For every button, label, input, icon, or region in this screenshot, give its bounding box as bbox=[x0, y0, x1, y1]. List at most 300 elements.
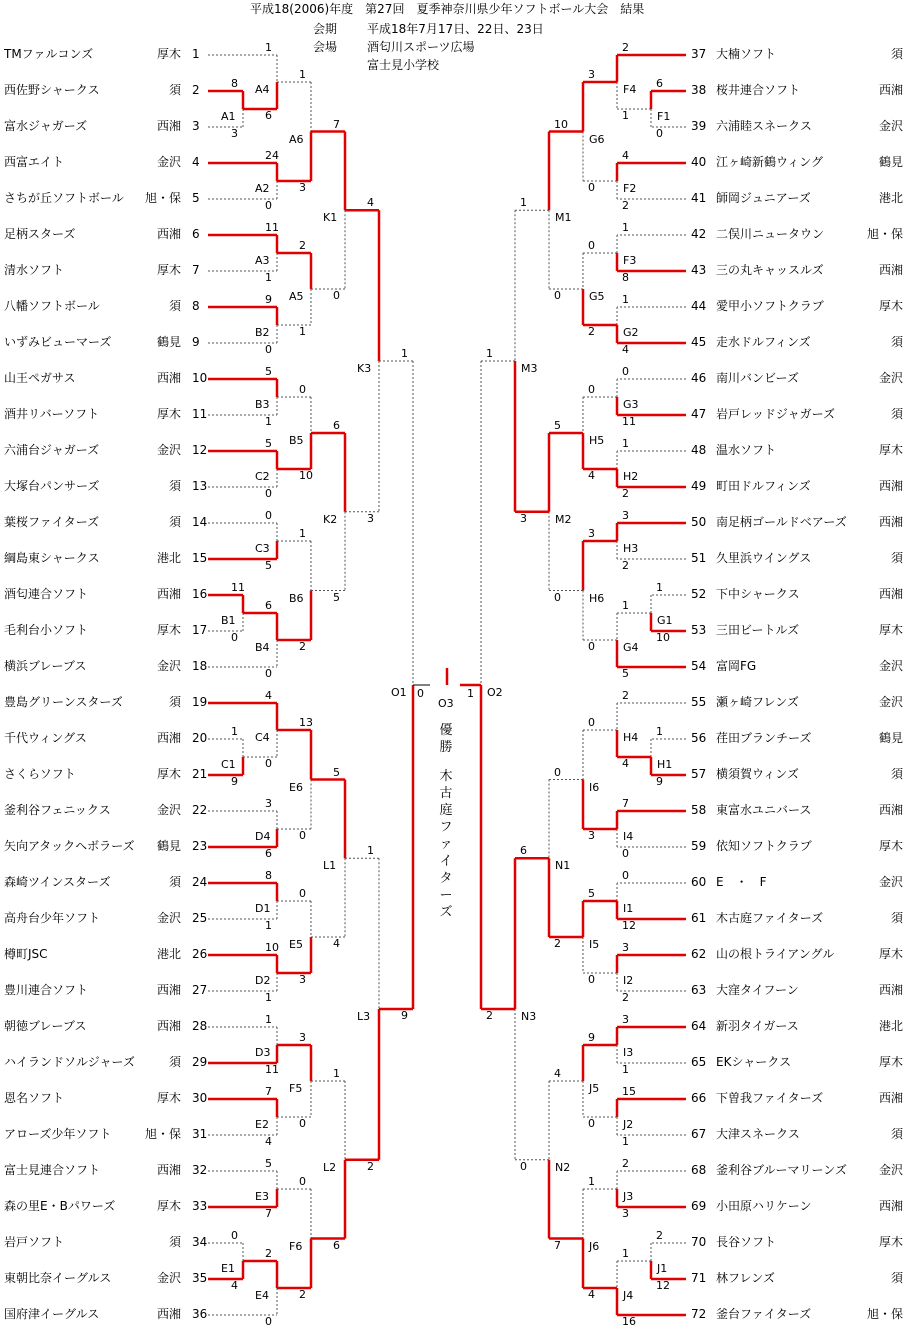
team-name: 林フレンズ bbox=[716, 1271, 775, 1285]
final-score-right: 1 bbox=[467, 687, 474, 700]
match-score: 1 bbox=[265, 1013, 272, 1026]
team-seed: 18 bbox=[192, 659, 208, 673]
team-area: 厚木 bbox=[878, 1235, 903, 1249]
team-seed: 51 bbox=[691, 551, 707, 565]
match-score: 6 bbox=[265, 109, 272, 122]
match-score: 7 bbox=[265, 1085, 272, 1098]
team-area: 厚木 bbox=[878, 623, 903, 637]
team-name: 東朝比奈イーグルス bbox=[4, 1271, 112, 1285]
match-score: 1 bbox=[299, 68, 306, 81]
team-area: 西湘 bbox=[156, 731, 181, 745]
team-seed: 48 bbox=[691, 443, 707, 457]
team-seed: 56 bbox=[691, 731, 707, 745]
team-name: 江ヶ崎新鶴ウィング bbox=[716, 155, 824, 169]
match-label: O2 bbox=[487, 686, 503, 699]
team-area: 厚木 bbox=[878, 947, 903, 961]
match-score: 2 bbox=[265, 1247, 272, 1260]
match-score: 0 bbox=[622, 847, 629, 860]
match-label: I6 bbox=[589, 780, 600, 794]
match-label: C2 bbox=[255, 470, 270, 483]
team-seed: 34 bbox=[192, 1235, 208, 1249]
team-area: 西湘 bbox=[878, 587, 903, 601]
match-score: 0 bbox=[333, 289, 340, 302]
team-name: 酒井リバーソフト bbox=[4, 407, 100, 421]
match-score: 3 bbox=[622, 1013, 629, 1026]
team-name: 足柄スターズ bbox=[4, 227, 76, 241]
team-name: 横浜ブレーブス bbox=[4, 659, 87, 673]
match-label: H5 bbox=[589, 434, 605, 447]
team-area: 須 bbox=[890, 911, 903, 925]
team-seed: 61 bbox=[691, 911, 707, 925]
match-score: 0 bbox=[299, 1175, 306, 1188]
match-label: A1 bbox=[221, 110, 236, 123]
match-label: M3 bbox=[521, 362, 538, 375]
match-score: 0 bbox=[231, 631, 238, 644]
team-name: 大津スネークス bbox=[716, 1127, 800, 1141]
match-score: 2 bbox=[367, 1159, 374, 1173]
team-area: 港北 bbox=[878, 1019, 903, 1033]
team-seed: 19 bbox=[192, 695, 208, 709]
match-score: 3 bbox=[622, 941, 629, 954]
team-seed: 22 bbox=[192, 803, 208, 817]
match-score: 0 bbox=[265, 509, 272, 522]
match-label: N3 bbox=[521, 1010, 537, 1023]
team-area: 金沢 bbox=[156, 911, 181, 925]
match-label: E4 bbox=[255, 1289, 269, 1302]
match-label: G3 bbox=[623, 398, 639, 411]
match-label: A4 bbox=[255, 83, 270, 96]
match-label: E3 bbox=[255, 1190, 269, 1203]
team-seed: 31 bbox=[192, 1127, 208, 1141]
match-score: 0 bbox=[265, 757, 272, 770]
match-score: 3 bbox=[588, 527, 595, 540]
match-score: 6 bbox=[265, 599, 272, 612]
team-seed: 27 bbox=[192, 983, 208, 997]
match-score: 4 bbox=[588, 469, 595, 482]
match-label: C4 bbox=[255, 731, 270, 744]
team-seed: 43 bbox=[691, 263, 707, 277]
team-area: 西湘 bbox=[156, 1019, 181, 1033]
match-score: 5 bbox=[554, 419, 561, 432]
period-value: 平成18年7月17日、22日、23日 bbox=[367, 22, 544, 36]
team-name: 千代ウィングス bbox=[4, 731, 87, 745]
match-score: 1 bbox=[622, 599, 629, 612]
match-score: 5 bbox=[622, 667, 629, 680]
team-name: 葉桜ファイターズ bbox=[4, 515, 100, 529]
team-area: 旭・保 bbox=[866, 1307, 903, 1321]
match-score: 2 bbox=[299, 640, 306, 653]
match-label: I2 bbox=[623, 974, 634, 987]
team-seed: 1 bbox=[192, 47, 200, 61]
match-score: 1 bbox=[622, 1135, 629, 1148]
team-name: 三田ビートルズ bbox=[716, 623, 800, 637]
team-name: 豊島グリーンスターズ bbox=[4, 695, 123, 709]
match-score: 1 bbox=[265, 415, 272, 428]
match-score: 9 bbox=[401, 1009, 408, 1022]
team-name: 山の根トライアングル bbox=[716, 947, 835, 961]
team-area: 鶴見 bbox=[156, 839, 181, 853]
team-area: 厚木 bbox=[156, 767, 181, 781]
team-seed: 15 bbox=[192, 551, 208, 565]
team-area: 金沢 bbox=[878, 119, 903, 133]
team-seed: 16 bbox=[192, 587, 208, 601]
match-score: 0 bbox=[299, 1117, 306, 1130]
team-name: 富士見連合ソフト bbox=[4, 1163, 101, 1177]
team-area: 西湘 bbox=[156, 1163, 181, 1177]
team-seed: 46 bbox=[691, 371, 707, 385]
match-score: 4 bbox=[333, 937, 340, 950]
team-name: 下曽我ファイターズ bbox=[716, 1091, 824, 1105]
venue-name-1: 酒匂川スポーツ広場 bbox=[367, 40, 475, 54]
match-label: G2 bbox=[623, 326, 639, 339]
match-label: G5 bbox=[589, 290, 605, 303]
match-label: K1 bbox=[323, 211, 338, 225]
match-score: 5 bbox=[265, 1157, 272, 1170]
match-label: A2 bbox=[255, 182, 270, 195]
team-seed: 45 bbox=[691, 335, 707, 349]
team-area: 西湘 bbox=[156, 227, 181, 241]
match-label: H3 bbox=[623, 542, 639, 555]
team-area: 西湘 bbox=[878, 515, 903, 529]
team-area: 厚木 bbox=[156, 623, 181, 637]
match-label: G1 bbox=[657, 614, 673, 627]
team-seed: 32 bbox=[192, 1163, 208, 1177]
match-label: J2 bbox=[623, 1118, 634, 1131]
match-score: 4 bbox=[588, 1288, 595, 1301]
match-score: 1 bbox=[622, 1063, 629, 1076]
team-seed: 10 bbox=[192, 371, 208, 385]
match-label: J3 bbox=[623, 1190, 634, 1203]
match-score: 10 bbox=[299, 469, 313, 482]
match-score: 6 bbox=[333, 1238, 340, 1252]
match-score: 4 bbox=[622, 757, 629, 770]
team-area: 厚木 bbox=[156, 47, 181, 61]
team-seed: 40 bbox=[691, 155, 707, 169]
match-score: 0 bbox=[299, 383, 306, 396]
team-name: 六浦睦スネークス bbox=[716, 119, 812, 133]
match-label: E6 bbox=[289, 780, 303, 794]
match-score: 4 bbox=[622, 343, 629, 356]
match-score: 0 bbox=[588, 1117, 595, 1130]
team-seed: 57 bbox=[691, 767, 707, 781]
team-area: 厚木 bbox=[878, 839, 903, 853]
match-score: 9 bbox=[588, 1031, 595, 1044]
team-seed: 37 bbox=[691, 47, 707, 61]
team-seed: 8 bbox=[192, 299, 200, 313]
team-seed: 44 bbox=[691, 299, 707, 313]
match-label: B3 bbox=[255, 398, 270, 411]
match-label: C1 bbox=[221, 758, 236, 771]
match-score: 0 bbox=[554, 289, 561, 302]
match-score: 1 bbox=[622, 1247, 629, 1260]
team-name: 荏田ブランチーズ bbox=[716, 731, 812, 745]
match-score: 0 bbox=[554, 765, 561, 779]
team-area: 須 bbox=[890, 407, 903, 421]
match-score: 0 bbox=[299, 829, 306, 842]
match-score: 3 bbox=[520, 511, 527, 525]
match-label: H4 bbox=[623, 731, 639, 744]
team-area: 厚木 bbox=[878, 299, 903, 313]
team-seed: 39 bbox=[691, 119, 707, 133]
match-score: 2 bbox=[622, 559, 629, 572]
team-name: さちが丘ソフトボール bbox=[4, 191, 124, 205]
match-label: B1 bbox=[221, 614, 236, 627]
team-area: 須 bbox=[890, 335, 903, 349]
match-label: N1 bbox=[555, 859, 571, 873]
match-score: 3 bbox=[622, 1207, 629, 1220]
match-score: 12 bbox=[622, 919, 636, 932]
match-label: J5 bbox=[589, 1082, 600, 1095]
period-label: 会期 bbox=[313, 22, 338, 36]
match-score: 6 bbox=[656, 77, 663, 90]
match-score: 13 bbox=[299, 716, 313, 729]
team-name: 依知ソフトクラブ bbox=[716, 839, 812, 853]
match-score: 1 bbox=[333, 1067, 340, 1080]
match-score: 16 bbox=[622, 1315, 636, 1328]
team-name: 大楠ソフト bbox=[716, 47, 777, 61]
match-score: 0 bbox=[588, 716, 595, 729]
match-score: 11 bbox=[265, 221, 279, 234]
match-label: C3 bbox=[255, 542, 270, 555]
team-name: 東富水ユニバース bbox=[716, 803, 812, 817]
match-score: 0 bbox=[299, 887, 306, 900]
match-label: J1 bbox=[657, 1262, 668, 1275]
team-area: 鶴見 bbox=[156, 335, 181, 349]
team-area: 須 bbox=[168, 479, 181, 493]
match-score: 1 bbox=[231, 725, 238, 738]
match-score: 4 bbox=[265, 689, 272, 702]
team-area: 西湘 bbox=[878, 1091, 903, 1105]
match-label: N2 bbox=[555, 1160, 571, 1174]
match-score: 7 bbox=[554, 1238, 561, 1252]
match-label: F6 bbox=[289, 1239, 303, 1253]
team-name: 町田ドルフィンズ bbox=[716, 479, 811, 493]
team-area: 須 bbox=[168, 695, 181, 709]
match-score: 2 bbox=[622, 487, 629, 500]
match-score: 4 bbox=[622, 149, 629, 162]
team-area: 金沢 bbox=[878, 371, 903, 385]
team-seed: 29 bbox=[192, 1055, 208, 1069]
match-score: 1 bbox=[622, 221, 629, 234]
team-name: 森崎ツインスターズ bbox=[4, 875, 111, 889]
match-label: L3 bbox=[357, 1010, 371, 1023]
team-name: 小田原ハリケーン bbox=[716, 1199, 812, 1213]
match-score: 4 bbox=[367, 196, 374, 210]
match-label: B5 bbox=[289, 434, 304, 447]
match-score: 4 bbox=[231, 1279, 238, 1292]
match-score: 2 bbox=[622, 991, 629, 1004]
match-label: J4 bbox=[623, 1289, 634, 1302]
match-score: 0 bbox=[265, 343, 272, 356]
match-score: 1 bbox=[367, 844, 374, 858]
match-score: 3 bbox=[622, 509, 629, 522]
team-name: 綱島東シャークス bbox=[4, 551, 100, 565]
match-label: D4 bbox=[255, 830, 271, 843]
team-name: 清水ソフト bbox=[4, 263, 65, 277]
team-name: 豊川連合ソフト bbox=[4, 983, 89, 997]
team-seed: 68 bbox=[691, 1163, 707, 1177]
team-seed: 70 bbox=[691, 1235, 707, 1249]
match-score: 1 bbox=[299, 527, 306, 540]
match-label: D2 bbox=[255, 974, 271, 987]
match-label: F5 bbox=[289, 1082, 303, 1095]
team-seed: 13 bbox=[192, 479, 208, 493]
team-name: 山王ペガサス bbox=[4, 371, 76, 385]
match-label: E1 bbox=[221, 1262, 235, 1275]
team-seed: 50 bbox=[691, 515, 707, 529]
match-score: 1 bbox=[486, 347, 493, 360]
match-score: 9 bbox=[231, 775, 238, 788]
team-seed: 64 bbox=[691, 1019, 707, 1033]
team-area: 鶴見 bbox=[878, 731, 903, 745]
team-seed: 30 bbox=[192, 1091, 208, 1105]
team-name: 岩戸レッドジャガーズ bbox=[716, 407, 836, 421]
team-area: 金沢 bbox=[878, 659, 903, 673]
match-label: A3 bbox=[255, 254, 270, 267]
team-seed: 28 bbox=[192, 1019, 208, 1033]
team-area: 西湘 bbox=[878, 803, 903, 817]
team-name: 木古庭ファイターズ bbox=[716, 911, 824, 925]
team-area: 金沢 bbox=[878, 1163, 903, 1177]
match-label: I4 bbox=[623, 830, 634, 843]
match-score: 1 bbox=[265, 919, 272, 932]
team-name: EKシャークス bbox=[716, 1055, 792, 1069]
team-name: 大塚台パンサーズ bbox=[4, 479, 100, 493]
match-score: 0 bbox=[231, 1229, 238, 1242]
team-area: 須 bbox=[890, 551, 903, 565]
team-seed: 5 bbox=[192, 191, 200, 205]
match-score: 8 bbox=[265, 869, 272, 882]
match-label: F2 bbox=[623, 182, 637, 195]
team-seed: 60 bbox=[691, 875, 707, 889]
champion-label: 優勝 bbox=[439, 723, 453, 755]
team-seed: 24 bbox=[192, 875, 208, 889]
match-score: 9 bbox=[656, 775, 663, 788]
team-area: 厚木 bbox=[878, 1055, 903, 1069]
team-name: 毛利台小ソフト bbox=[4, 623, 89, 637]
match-score: 7 bbox=[265, 1207, 272, 1220]
champion-team-name: 木古庭ファイターズ bbox=[439, 769, 453, 920]
team-name: 師岡ジュニアーズ bbox=[716, 191, 811, 205]
team-seed: 59 bbox=[691, 839, 707, 853]
match-label: F3 bbox=[623, 254, 637, 267]
team-seed: 12 bbox=[192, 443, 208, 457]
match-score: 1 bbox=[265, 41, 272, 54]
team-seed: 53 bbox=[691, 623, 707, 637]
team-area: 金沢 bbox=[156, 1271, 181, 1285]
match-score: 0 bbox=[588, 239, 595, 252]
team-name: 温水ソフト bbox=[716, 443, 777, 457]
match-score: 3 bbox=[588, 68, 595, 81]
match-score: 0 bbox=[622, 869, 629, 882]
team-name: 南川バンビーズ bbox=[716, 371, 799, 385]
team-name: 瀬ヶ崎フレンズ bbox=[716, 695, 799, 709]
team-name: 釜利谷フェニックス bbox=[4, 803, 111, 817]
team-area: 旭・保 bbox=[144, 1127, 181, 1141]
venue-name-2: 富士見小学校 bbox=[367, 58, 440, 72]
team-area: 西湘 bbox=[878, 983, 903, 997]
team-area: 須 bbox=[168, 515, 181, 529]
team-area: 須 bbox=[890, 1271, 903, 1285]
match-label: L1 bbox=[323, 859, 337, 873]
team-name: 長谷ソフト bbox=[716, 1235, 777, 1249]
team-seed: 63 bbox=[691, 983, 707, 997]
match-score: 9 bbox=[265, 293, 272, 306]
team-name: 西佐野シャークス bbox=[4, 83, 100, 97]
team-seed: 47 bbox=[691, 407, 707, 421]
match-score: 3 bbox=[588, 829, 595, 842]
team-seed: 26 bbox=[192, 947, 208, 961]
team-area: 須 bbox=[168, 1055, 181, 1069]
team-seed: 3 bbox=[192, 119, 200, 133]
match-score: 11 bbox=[231, 581, 245, 594]
match-score: 1 bbox=[656, 725, 663, 738]
match-label: F4 bbox=[623, 83, 637, 96]
team-name: 大窪タイフーン bbox=[716, 983, 799, 997]
team-name: 横須賀ウィンズ bbox=[716, 767, 799, 781]
match-score: 0 bbox=[588, 383, 595, 396]
team-name: 富水ジャガーズ bbox=[4, 119, 88, 133]
match-label: D1 bbox=[255, 902, 271, 915]
team-area: 金沢 bbox=[156, 659, 181, 673]
match-label: I1 bbox=[623, 902, 634, 915]
team-area: 須 bbox=[890, 1127, 903, 1141]
match-score: 4 bbox=[265, 1135, 272, 1148]
team-seed: 25 bbox=[192, 911, 208, 925]
team-name: 森の里E・Bパワーズ bbox=[4, 1199, 116, 1213]
match-score: 5 bbox=[265, 559, 272, 572]
match-score: 1 bbox=[520, 196, 527, 210]
team-area: 厚木 bbox=[156, 407, 181, 421]
match-score: 2 bbox=[554, 937, 561, 950]
team-seed: 33 bbox=[192, 1199, 208, 1213]
team-name: 岩戸ソフト bbox=[4, 1235, 65, 1249]
match-score: 0 bbox=[588, 640, 595, 653]
team-name: TMファルコンズ bbox=[4, 47, 94, 61]
match-score: 11 bbox=[265, 1063, 279, 1076]
match-score: 0 bbox=[622, 365, 629, 378]
match-score: 2 bbox=[299, 239, 306, 252]
match-score: 3 bbox=[367, 511, 374, 525]
team-seed: 62 bbox=[691, 947, 707, 961]
team-seed: 72 bbox=[691, 1307, 707, 1321]
match-label: H1 bbox=[657, 758, 673, 771]
team-area: 西湘 bbox=[878, 263, 903, 277]
match-label: H2 bbox=[623, 470, 639, 483]
team-seed: 35 bbox=[192, 1271, 208, 1285]
match-label: I3 bbox=[623, 1046, 634, 1059]
team-name: アローズ少年ソフト bbox=[4, 1127, 112, 1141]
match-score: 5 bbox=[333, 765, 340, 779]
match-score: 2 bbox=[622, 1157, 629, 1170]
team-area: 旭・保 bbox=[144, 191, 181, 205]
team-area: 須 bbox=[890, 47, 903, 61]
match-label: K2 bbox=[323, 512, 338, 526]
team-area: 須 bbox=[168, 1235, 181, 1249]
team-seed: 7 bbox=[192, 263, 200, 277]
match-score: 24 bbox=[265, 149, 279, 162]
team-area: 西湘 bbox=[156, 119, 181, 133]
match-score: 1 bbox=[265, 991, 272, 1004]
team-area: 西湘 bbox=[878, 1199, 903, 1213]
team-seed: 69 bbox=[691, 1199, 707, 1213]
team-seed: 58 bbox=[691, 803, 707, 817]
match-score: 7 bbox=[622, 797, 629, 810]
team-seed: 67 bbox=[691, 1127, 707, 1141]
match-score: 6 bbox=[520, 844, 527, 858]
team-name: 西富エイト bbox=[4, 155, 65, 169]
team-name: 矢向アタックヘボラーズ bbox=[4, 839, 135, 853]
